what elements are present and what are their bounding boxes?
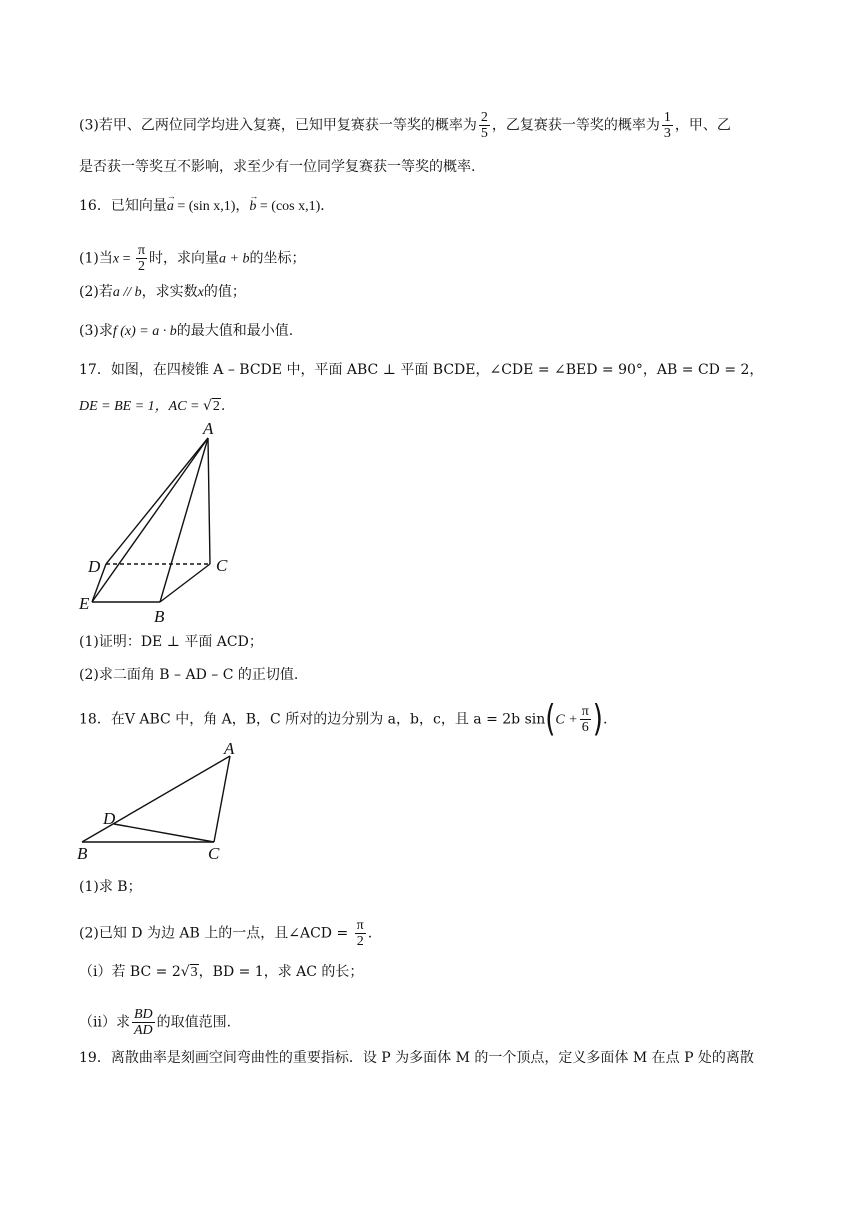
fraction: $\frac{\pi}{2}$	[137, 243, 146, 274]
q18-sub-i: （ⅰ）若 BC = 2√3，BD = 1，求 AC 的长；	[79, 964, 364, 980]
q17-stem-line2: DE = BE = 1，AC = √2.	[79, 398, 226, 414]
label-B: B	[154, 607, 165, 626]
q15-part3-line1: (3)若甲、乙两位同学均进入复赛，已知甲复赛获一等奖的概率为 $\frac{2}{5}$ ，乙复赛获一等奖的概率为 $\frac{1}{3}$ ，甲、乙	[79, 110, 731, 141]
edge-AC	[208, 438, 210, 564]
q16-part2: (2)若a // b，求实数x的值；	[79, 284, 246, 300]
q17-stem-line1: 17．如图，在四棱锥 A – BCDE 中，平面 ABC ⊥ 平面 BCDE，∠CDE = ∠BED = 90°，AB = CD = 2，	[79, 362, 764, 378]
label-C: C	[208, 844, 220, 863]
side-AB	[82, 756, 230, 842]
edge-AE	[92, 438, 208, 602]
label-A: A	[203, 419, 214, 438]
segment-DC	[114, 824, 214, 842]
fraction: $\frac{2}{5}$	[480, 110, 488, 141]
triangle-figure	[76, 738, 246, 866]
q18-stem: 18．在V ABC 中，角 A，B，C 所对的边分别为 a，b，c，且 a = 2b sin(C + $\frac{\pi}{6}$ ).	[79, 698, 608, 741]
label-E: E	[79, 594, 90, 613]
fraction: $\frac{\pi}{2}$	[356, 918, 364, 949]
q17-part1: (1)证明：DE ⊥ 平面 ACD；	[79, 634, 263, 650]
label-C: C	[216, 556, 228, 575]
fraction: $\frac{BD}{AD}$	[133, 1007, 153, 1038]
label-B: B	[77, 844, 88, 863]
label-D: D	[103, 809, 116, 828]
edge-AB	[160, 438, 208, 602]
pyramid-figure	[76, 418, 236, 628]
q19-stem: 19．离散曲率是刻画空间弯曲性的重要指标．设 P 为多面体 M 的一个顶点，定义多面体 M 在点 P 处的离散	[79, 1050, 754, 1066]
q15-part3-line2: 是否获一等奖互不影响，求至少有一位同学复赛获一等奖的概率.	[79, 159, 476, 175]
label-A: A	[224, 739, 235, 758]
fraction: $\frac{1}{3}$	[663, 110, 671, 141]
q18-part1: (1)求 B；	[79, 879, 142, 895]
label-D: D	[88, 557, 101, 576]
edge-AD	[106, 438, 208, 564]
q18-part2: (2)已知 D 为边 AB 上的一点，且∠ACD = $\frac{\pi}{2}$ .	[79, 918, 373, 949]
q18-sub-ii: （ⅱ）求 $\frac{BD}{AD}$ 的取值范围.	[79, 1007, 232, 1038]
fraction: $\frac{\pi}{6}$	[581, 704, 589, 735]
q16-stem: 16．已知向量→ a = (sin x,1)，→ b = (cos x,1)．	[79, 196, 334, 217]
side-AC	[214, 756, 230, 842]
edge-BC	[160, 564, 210, 602]
q16-part1: (1)当x = $\frac{\pi}{2}$ 时，求向量a + b的坐标；	[79, 243, 306, 274]
q16-part3: (3)求f (x) = a · b的最大值和最小值.	[79, 323, 294, 339]
q17-part2: (2)求二面角 B – AD – C 的正切值.	[79, 667, 299, 683]
